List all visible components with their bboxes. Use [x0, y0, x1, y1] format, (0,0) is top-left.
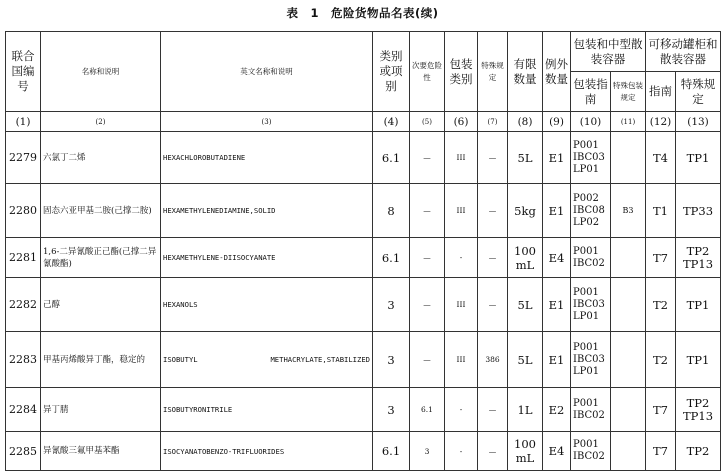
english-name: HEXACHLOROBUTADIENE: [161, 132, 373, 184]
tank-special: TP1: [676, 278, 721, 332]
english-name: ISOCYANATOBENZO-TRIFLUORIDES: [161, 432, 373, 471]
table-row: [6, 432, 721, 471]
packing-instruction: P001 IBC02: [571, 432, 611, 471]
chinese-name: 六氯丁二烯: [41, 132, 161, 184]
special-packing: [611, 332, 646, 388]
packing-instruction: P001 IBC02: [571, 238, 611, 278]
chinese-name: 1,6-二异氰酸正己酯(己撑二异氰酸酯): [41, 238, 161, 278]
subsidiary-risk: 6.1: [410, 388, 445, 432]
column-number: (13): [676, 112, 721, 132]
special-packing: [611, 132, 646, 184]
subsidiary-risk: —: [410, 332, 445, 388]
tank-instruction: T7: [646, 388, 676, 432]
packing-group: III: [445, 132, 478, 184]
english-name: HEXAMETHYLENEDIAMINE,SOLID: [161, 184, 373, 238]
header-tank-special: 特殊规定: [676, 72, 721, 112]
excepted-quantity: E4: [543, 432, 571, 471]
packing-instruction: P002 IBC08 LP02: [571, 184, 611, 238]
un-number: 2279: [6, 132, 41, 184]
packing-group: III: [445, 332, 478, 388]
tank-instruction: T1: [646, 184, 676, 238]
tank-instruction: T7: [646, 238, 676, 278]
tank-special: TP33: [676, 184, 721, 238]
limited-quantity: 5kg: [508, 184, 543, 238]
header-packing-ibc: 包装和中型散装容器: [571, 32, 646, 72]
english-name: HEXANOLS: [161, 278, 373, 332]
special-packing: B3: [611, 184, 646, 238]
column-number: (4): [373, 112, 410, 132]
header-excepted-quantity: 例外数量: [543, 32, 571, 112]
packing-group: -: [445, 238, 478, 278]
un-number: 2282: [6, 278, 41, 332]
column-number: (2): [41, 112, 161, 132]
column-number: (9): [543, 112, 571, 132]
class-value: 8: [373, 184, 410, 238]
column-number: (8): [508, 112, 543, 132]
column-number: (6): [445, 112, 478, 132]
header-tank-instruction: 指南: [646, 72, 676, 112]
excepted-quantity: E1: [543, 278, 571, 332]
un-number: 2280: [6, 184, 41, 238]
class-value: 6.1: [373, 238, 410, 278]
header-english-name: 英文名称和说明: [161, 32, 373, 112]
special-packing: [611, 278, 646, 332]
packing-instruction: P001 IBC03 LP01: [571, 278, 611, 332]
column-number: (1): [6, 112, 41, 132]
table-row: [6, 132, 721, 184]
dangerous-goods-table: [5, 31, 721, 471]
column-number: (12): [646, 112, 676, 132]
packing-instruction: P001 IBC03 LP01: [571, 132, 611, 184]
tank-instruction: T4: [646, 132, 676, 184]
un-number: 2284: [6, 388, 41, 432]
class-value: 3: [373, 332, 410, 388]
tank-special: TP1: [676, 132, 721, 184]
header-portable-tanks: 可移动罐柜和散装容器: [646, 32, 721, 72]
special-provision: 386: [478, 332, 508, 388]
special-packing: [611, 432, 646, 471]
header-limited-quantity: 有限数量: [508, 32, 543, 112]
tank-special: TP2: [676, 432, 721, 471]
packing-instruction: P001 IBC02: [571, 388, 611, 432]
special-provision: —: [478, 278, 508, 332]
excepted-quantity: E2: [543, 388, 571, 432]
subsidiary-risk: —: [410, 278, 445, 332]
chinese-name: 异氰酸三氟甲基苯酯: [41, 432, 161, 471]
column-number: (5): [410, 112, 445, 132]
un-number: 2285: [6, 432, 41, 471]
chinese-name: 异丁腈: [41, 388, 161, 432]
special-provision: —: [478, 432, 508, 471]
limited-quantity: 1L: [508, 388, 543, 432]
special-packing: [611, 238, 646, 278]
limited-quantity: 100 mL: [508, 238, 543, 278]
special-provision: —: [478, 388, 508, 432]
column-number: (3): [161, 112, 373, 132]
chinese-name: 甲基丙烯酸异丁酯，稳定的: [41, 332, 161, 388]
tank-instruction: T2: [646, 332, 676, 388]
class-value: 6.1: [373, 132, 410, 184]
excepted-quantity: E1: [543, 132, 571, 184]
table-row: [6, 184, 721, 238]
header-packing-group: 包装类别: [445, 32, 478, 112]
header-chinese-name: 名称和说明: [41, 32, 161, 112]
packing-group: -: [445, 432, 478, 471]
packing-group: III: [445, 278, 478, 332]
class-value: 6.1: [373, 432, 410, 471]
special-packing: [611, 388, 646, 432]
header-packing-instruction: 包装指南: [571, 72, 611, 112]
class-value: 3: [373, 278, 410, 332]
special-provision: —: [478, 238, 508, 278]
header-class: 类别或项别: [373, 32, 410, 112]
packing-instruction: P001 IBC03 LP01: [571, 332, 611, 388]
column-number: (11): [611, 112, 646, 132]
excepted-quantity: E1: [543, 332, 571, 388]
tank-special: TP2 TP13: [676, 388, 721, 432]
chinese-name: 己醇: [41, 278, 161, 332]
subsidiary-risk: —: [410, 238, 445, 278]
table-row: [6, 238, 721, 278]
limited-quantity: 100 mL: [508, 432, 543, 471]
un-number: 2281: [6, 238, 41, 278]
special-provision: —: [478, 132, 508, 184]
column-number: (10): [571, 112, 611, 132]
chinese-name: 固态六亚甲基二胺(己撑二胺): [41, 184, 161, 238]
table-row: [6, 278, 721, 332]
tank-special: TP1: [676, 332, 721, 388]
column-number-row: [6, 112, 721, 132]
english-name: ISOBUTYRONITRILE: [161, 388, 373, 432]
header-subsidiary-risk: 次要危险性: [410, 32, 445, 112]
tank-instruction: T2: [646, 278, 676, 332]
subsidiary-risk: —: [410, 184, 445, 238]
excepted-quantity: E4: [543, 238, 571, 278]
limited-quantity: 5L: [508, 132, 543, 184]
header-un-number: 联合国编号: [6, 32, 41, 112]
tank-special: TP2 TP13: [676, 238, 721, 278]
header-special-provisions: 特殊规定: [478, 32, 508, 112]
un-number: 2283: [6, 332, 41, 388]
limited-quantity: 5L: [508, 278, 543, 332]
table-row: [6, 332, 721, 388]
packing-group: -: [445, 388, 478, 432]
excepted-quantity: E1: [543, 184, 571, 238]
column-number: (7): [478, 112, 508, 132]
class-value: 3: [373, 388, 410, 432]
tank-instruction: T7: [646, 432, 676, 471]
table-title: 表 1 危险货物品名表(续): [286, 6, 439, 20]
packing-group: III: [445, 184, 478, 238]
subsidiary-risk: —: [410, 132, 445, 184]
limited-quantity: 5L: [508, 332, 543, 388]
header-special-packing: 特殊包装规定: [611, 72, 646, 112]
table-row: [6, 388, 721, 432]
special-provision: —: [478, 184, 508, 238]
english-name: HEXAMETHYLENE-DIISOCYANATE: [161, 238, 373, 278]
subsidiary-risk: 3: [410, 432, 445, 471]
english-name: ISOBUTYL METHACRYLATE,STABILIZED: [161, 332, 373, 388]
